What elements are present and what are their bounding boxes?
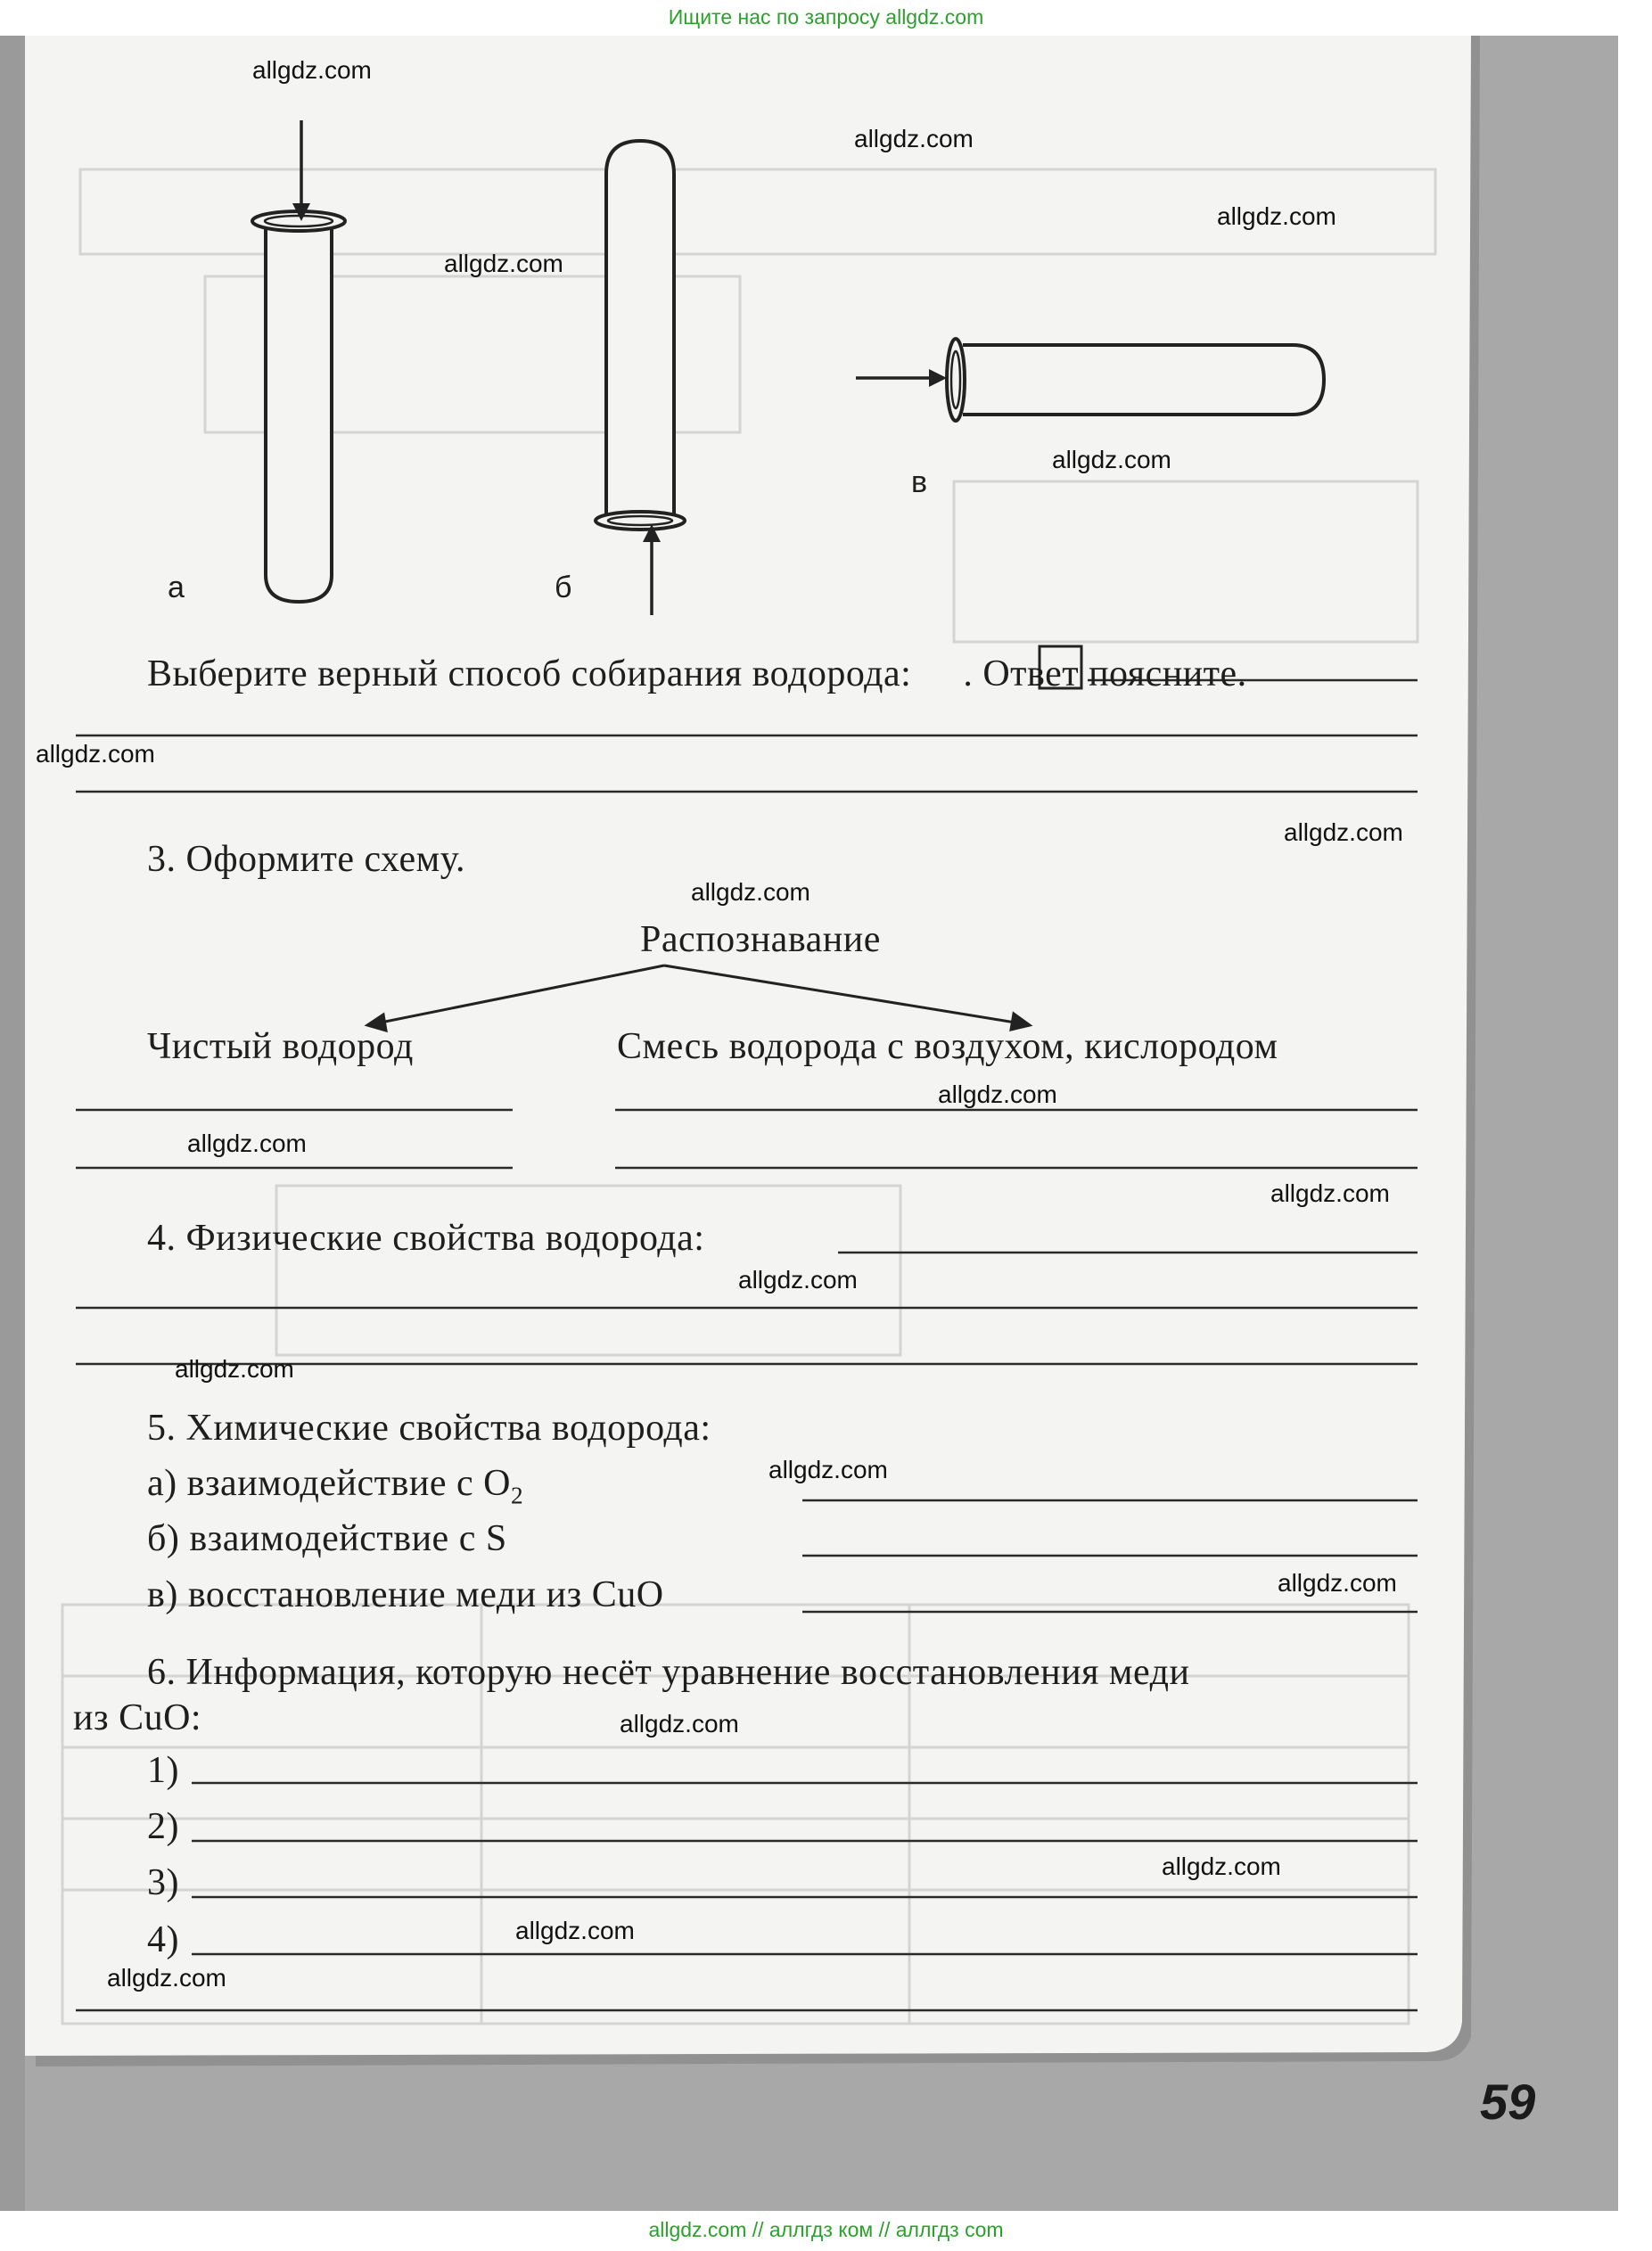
scheme-right: Смесь водорода с воздухом, кислородом <box>617 1026 1278 1067</box>
task2-question-tail: . Ответ поясните. <box>963 653 1247 694</box>
top-banner[interactable]: Ищите нас по запросу allgdz.com <box>668 5 984 29</box>
test-tube-b <box>596 141 685 530</box>
task5-title: 5. Химические свойства водорода: <box>147 1408 711 1449</box>
watermark: allgdz.com <box>1284 818 1403 846</box>
watermark: allgdz.com <box>620 1710 739 1738</box>
watermark: allgdz.com <box>175 1355 294 1383</box>
watermark: allgdz.com <box>768 1456 888 1483</box>
watermark: allgdz.com <box>107 1964 226 1992</box>
task6-item-1: 1) <box>147 1750 179 1791</box>
watermark: allgdz.com <box>36 740 155 768</box>
task3-title: 3. Оформите схему. <box>147 839 466 880</box>
page-number: 59 <box>1480 2074 1536 2130</box>
task6-title-line2: из CuO: <box>73 1697 202 1738</box>
task6-title-line1: 6. Информация, которую несёт уравнение восстановления меди <box>147 1652 1190 1693</box>
label-b: б <box>555 571 572 604</box>
watermark: allgdz.com <box>1270 1179 1390 1207</box>
label-c: в <box>911 465 928 499</box>
scheme-left: Чистый водород <box>147 1026 414 1067</box>
task5-item-c: в) восстановление меди из CuO <box>147 1574 664 1615</box>
label-a: а <box>168 571 185 604</box>
watermark: allgdz.com <box>515 1917 635 1944</box>
test-tube-c <box>947 339 1324 421</box>
task6-item-2: 2) <box>147 1806 179 1847</box>
watermark: allgdz.com <box>1052 446 1171 473</box>
watermark: allgdz.com <box>1162 1853 1281 1880</box>
watermark: allgdz.com <box>187 1130 307 1157</box>
watermark: allgdz.com <box>252 56 372 84</box>
task2-question <box>147 653 1247 695</box>
watermark: allgdz.com <box>938 1080 1057 1108</box>
task5-item-b: б) взаимодействие с S <box>147 1518 507 1559</box>
watermark: allgdz.com <box>444 250 563 277</box>
task5-item-a-subscript: 2 <box>510 1482 524 1509</box>
watermark: allgdz.com <box>1278 1569 1397 1597</box>
task6-item-3: 3) <box>147 1862 179 1903</box>
watermark: allgdz.com <box>854 125 974 152</box>
watermark: allgdz.com <box>691 878 810 906</box>
test-tube-a <box>252 211 345 602</box>
task4-title: 4. Физические свойства водорода: <box>147 1218 705 1259</box>
bottom-banner[interactable]: allgdz.com // аллгдз ком // аллгдз com <box>648 2218 1004 2241</box>
task5-item-a <box>147 1462 523 1509</box>
scheme-center: Распознавание <box>640 919 881 960</box>
watermark: allgdz.com <box>1217 202 1336 230</box>
task6-item-4: 4) <box>147 1919 179 1960</box>
task5-item-a-text: а) взаимодействие с O <box>147 1463 511 1504</box>
watermark: allgdz.com <box>738 1266 858 1294</box>
task2-question-text: Выберите верный способ собирания водорода: <box>147 653 912 694</box>
